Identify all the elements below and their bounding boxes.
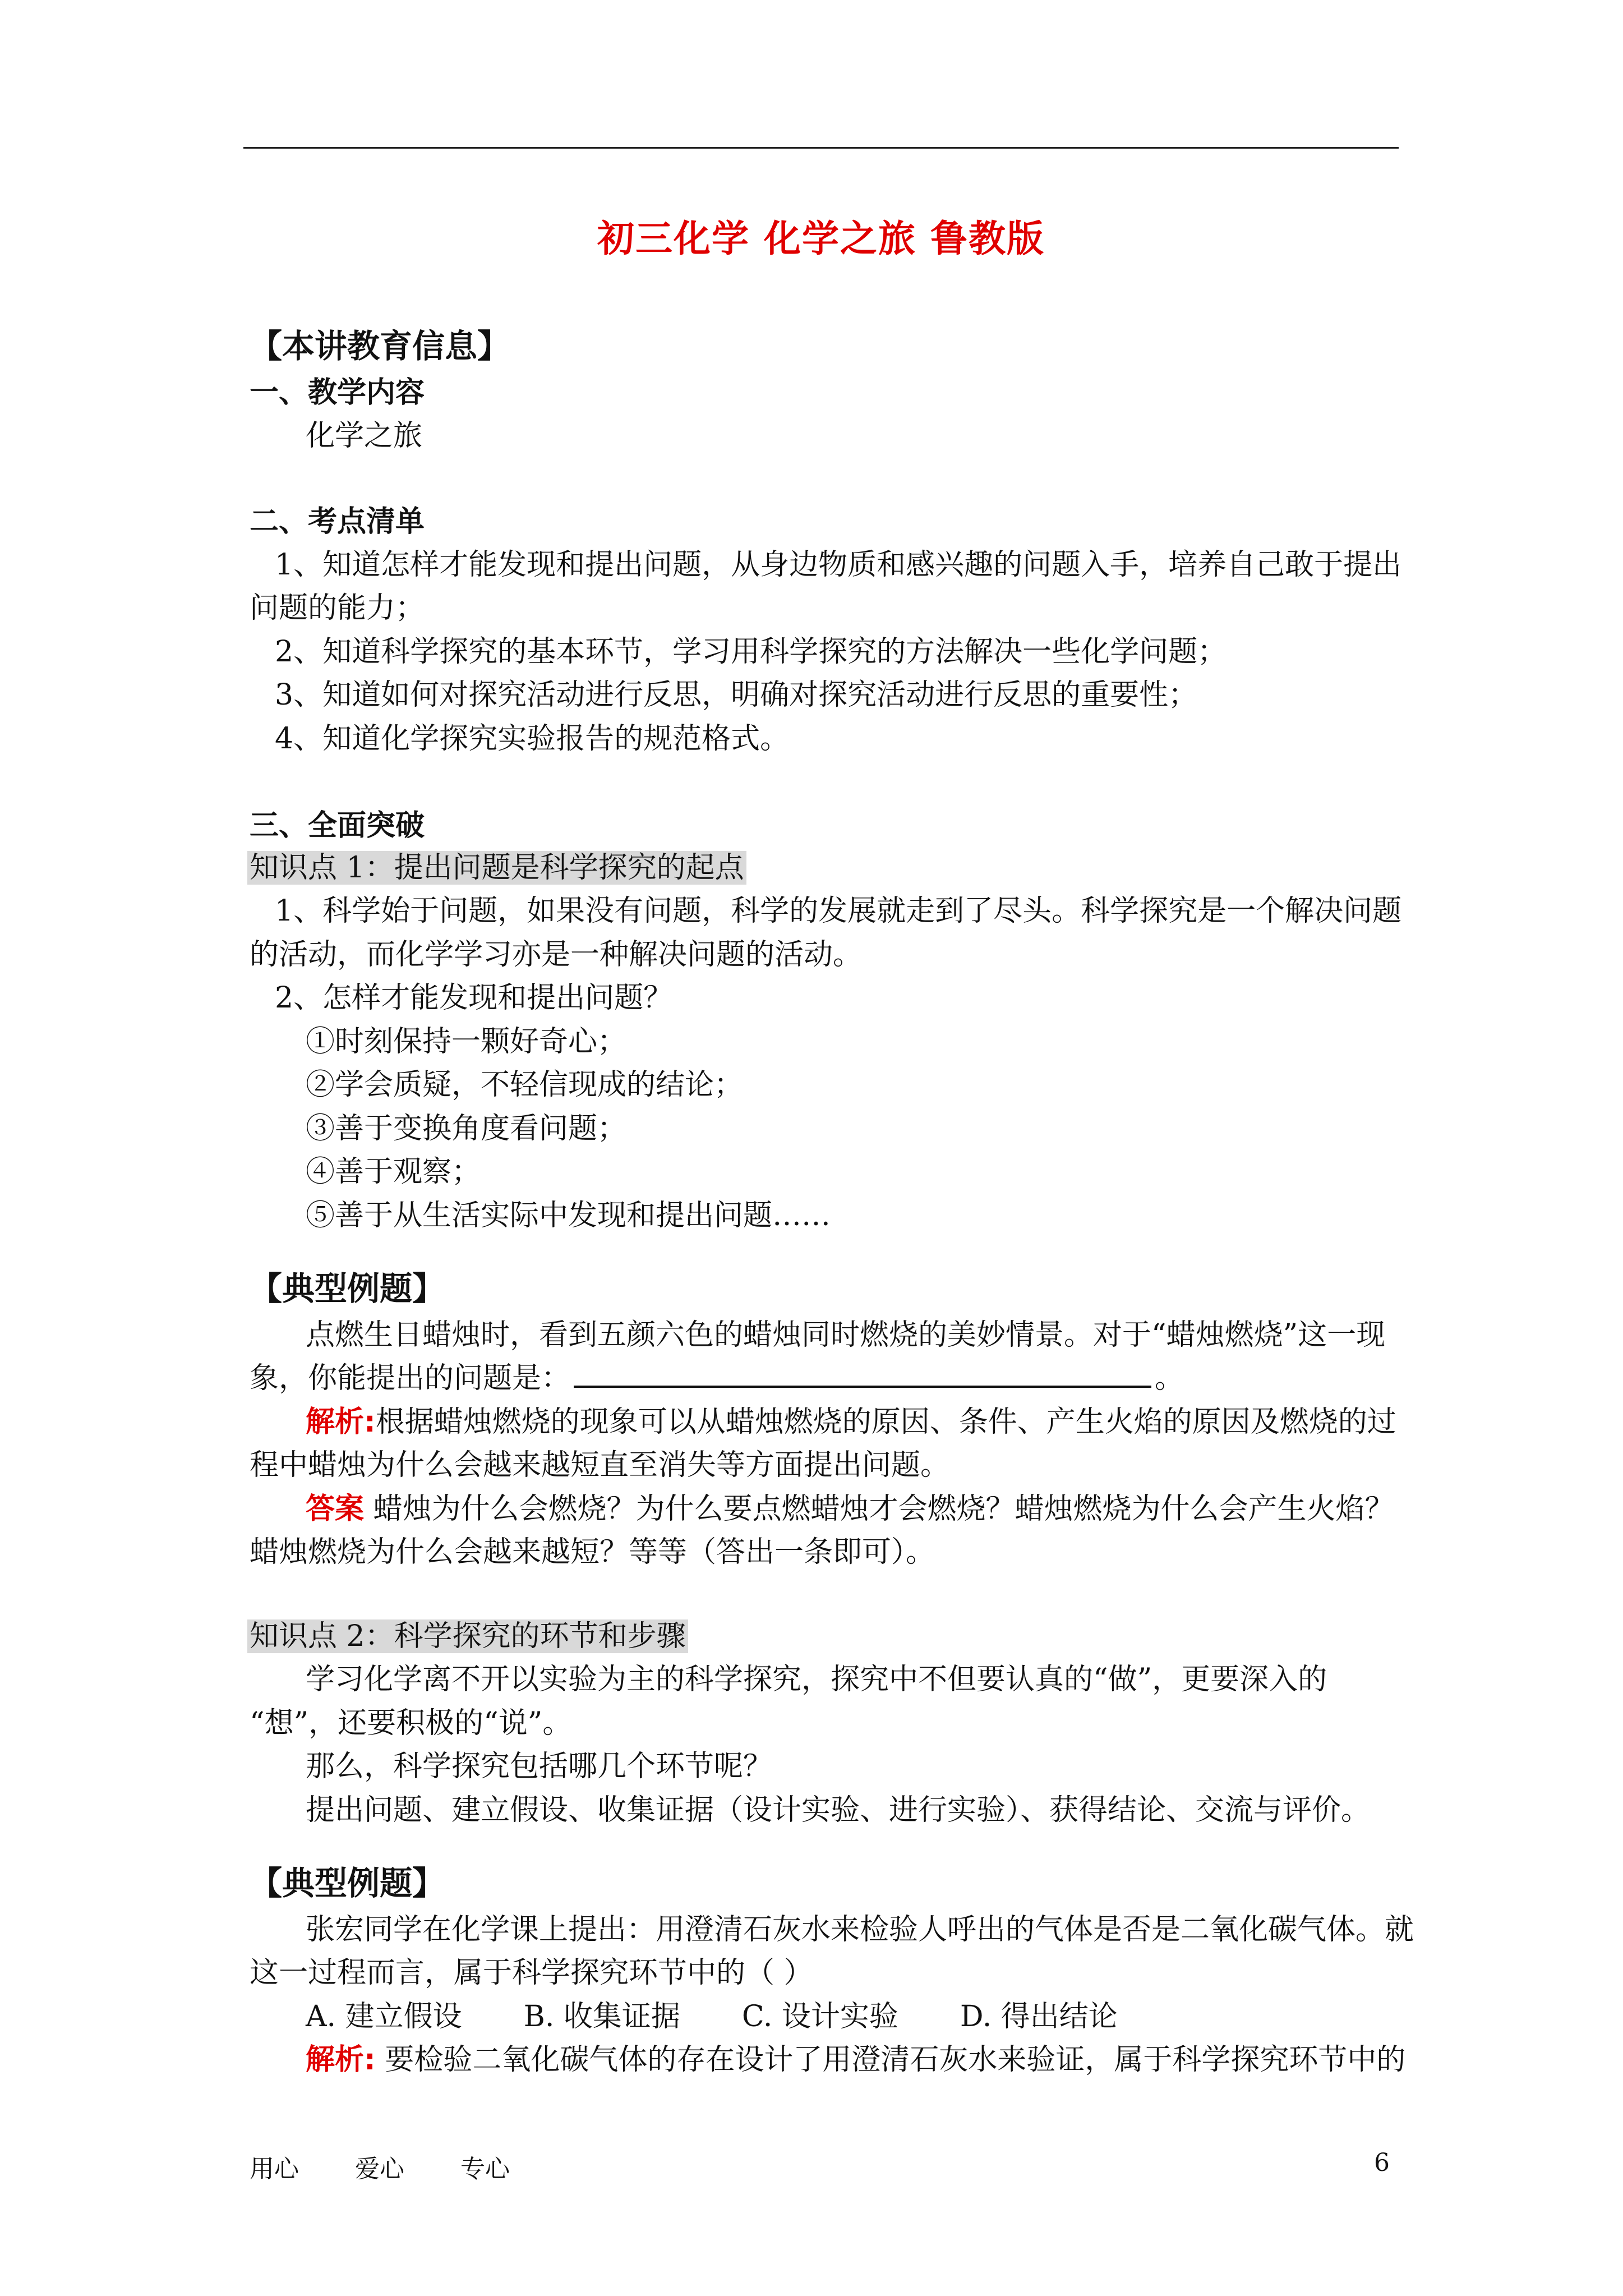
knowledge-point-1-title: 知识点 1：提出问题是科学探究的起点	[247, 851, 746, 885]
example-2-question-a: 张宏同学在化学课上提出：用澄清石灰水来检验人呼出的气体是否是二氧化碳气体。就	[306, 1913, 1414, 1947]
kp1-paragraph-2: 2、怎样才能发现和提出问题？	[275, 981, 673, 1015]
kp1-list-item: ③善于变换角度看问题；	[306, 1112, 627, 1145]
example-2-header: 【典型例题】	[250, 1864, 445, 1902]
analysis-label: 解析:	[306, 1405, 376, 1439]
exam-point-1a: 1、知道怎样才能发现和提出问题，从身边物质和感兴趣的问题入手，培养自己敢于提出	[275, 548, 1402, 582]
kp1-paragraph-1a: 1、科学始于问题，如果没有问题，科学的发展就走到了尽头。科学探究是一个解决问题	[275, 894, 1402, 928]
kp2-paragraph-1a: 学习化学离不开以实验为主的科学探究，探究中不但要认真的“做”，更要深入的	[306, 1663, 1327, 1696]
footer-item: 专心	[460, 2155, 510, 2183]
example-1-answer-b: 蜡烛燃烧为什么会越来越短？等等（答出一条即可）。	[250, 1535, 935, 1569]
example-2-choices	[306, 1999, 1179, 2035]
exam-point-2: 2、知道科学探究的基本环节，学习用科学探究的方法解决一些化学问题；	[275, 635, 1227, 669]
analysis-label: 解析:	[306, 2043, 376, 2077]
example-1-answer-a: 答案 蜡烛为什么会燃烧？为什么要点燃蜡烛才会燃烧？蜡烛燃烧为什么会产生火焰？	[306, 1492, 1394, 1526]
footer-motto	[250, 2148, 566, 2184]
kp2-paragraph-1b: “想”，还要积极的“说”。	[250, 1706, 572, 1740]
footer-item: 用心	[250, 2155, 299, 2183]
kp1-list-item: ④善于观察；	[306, 1155, 481, 1189]
choice-c: C. 设计实验	[741, 2000, 898, 2033]
example-1-header: 【典型例题】	[250, 1269, 445, 1308]
knowledge-point-2-title: 知识点 2：科学探究的环节和步骤	[247, 1619, 688, 1653]
exam-point-1b: 问题的能力；	[250, 591, 425, 625]
example-1-analysis-b: 程中蜡烛为什么会越来越短直至消失等方面提出问题。	[250, 1448, 950, 1482]
choice-a: A. 建立假设	[306, 2000, 462, 2033]
page-title: 初三化学 化学之旅 鲁教版	[597, 217, 1045, 260]
info-header: 【本讲教育信息】	[250, 327, 510, 365]
kp1-list-item: ⑤善于从生活实际中发现和提出问题……	[306, 1199, 831, 1232]
example-1-question-a: 点燃生日蜡烛时，看到五颜六色的蜡烛同时燃烧的美妙情景。对于“蜡烛燃烧”这一现	[306, 1318, 1386, 1352]
kp2-paragraph-2: 那么，科学探究包括哪几个环节呢？	[306, 1750, 773, 1783]
kp1-paragraph-1b: 的活动，而化学学习亦是一种解决问题的活动。	[250, 938, 863, 972]
kp2-paragraph-3: 提出问题、建立假设、收集证据（设计实验、进行实验）、获得结论、交流与评价。	[306, 1793, 1371, 1827]
example-2-analysis-a: 解析: 要检验二氧化碳气体的存在设计了用澄清石灰水来验证，属于科学探究环节中的	[306, 2043, 1406, 2077]
section-1-heading: 一、教学内容	[250, 376, 425, 409]
example-2-question-b: 这一过程而言，属于科学探究环节中的（ ）	[250, 1956, 813, 1990]
header-rule	[243, 147, 1399, 149]
section-1-content: 化学之旅	[306, 419, 423, 453]
answer-label: 答案	[306, 1492, 365, 1526]
answer-blank	[574, 1363, 1151, 1388]
kp1-list-item: ②学会质疑，不轻信现成的结论；	[306, 1068, 744, 1102]
example-1-analysis-a: 解析:根据蜡烛燃烧的现象可以从蜡烛燃烧的原因、条件、产生火焰的原因及燃烧的过	[306, 1405, 1396, 1439]
footer-item: 爱心	[355, 2155, 404, 2183]
choice-b: B. 收集证据	[523, 2000, 680, 2033]
section-2-heading: 二、考点清单	[250, 505, 425, 539]
exam-point-3: 3、知道如何对探究活动进行反思，明确对探究活动进行反思的重要性；	[275, 678, 1198, 712]
page-number: 6	[1374, 2148, 1390, 2177]
example-1-question-b: 象，你能提出的问题是： 。	[250, 1361, 1184, 1395]
section-3-heading: 三、全面突破	[250, 809, 425, 843]
kp1-list-item: ①时刻保持一颗好奇心；	[306, 1025, 627, 1059]
exam-point-4: 4、知道化学探究实验报告的规范格式。	[275, 722, 790, 756]
choice-d: D. 得出结论	[960, 2000, 1118, 2033]
